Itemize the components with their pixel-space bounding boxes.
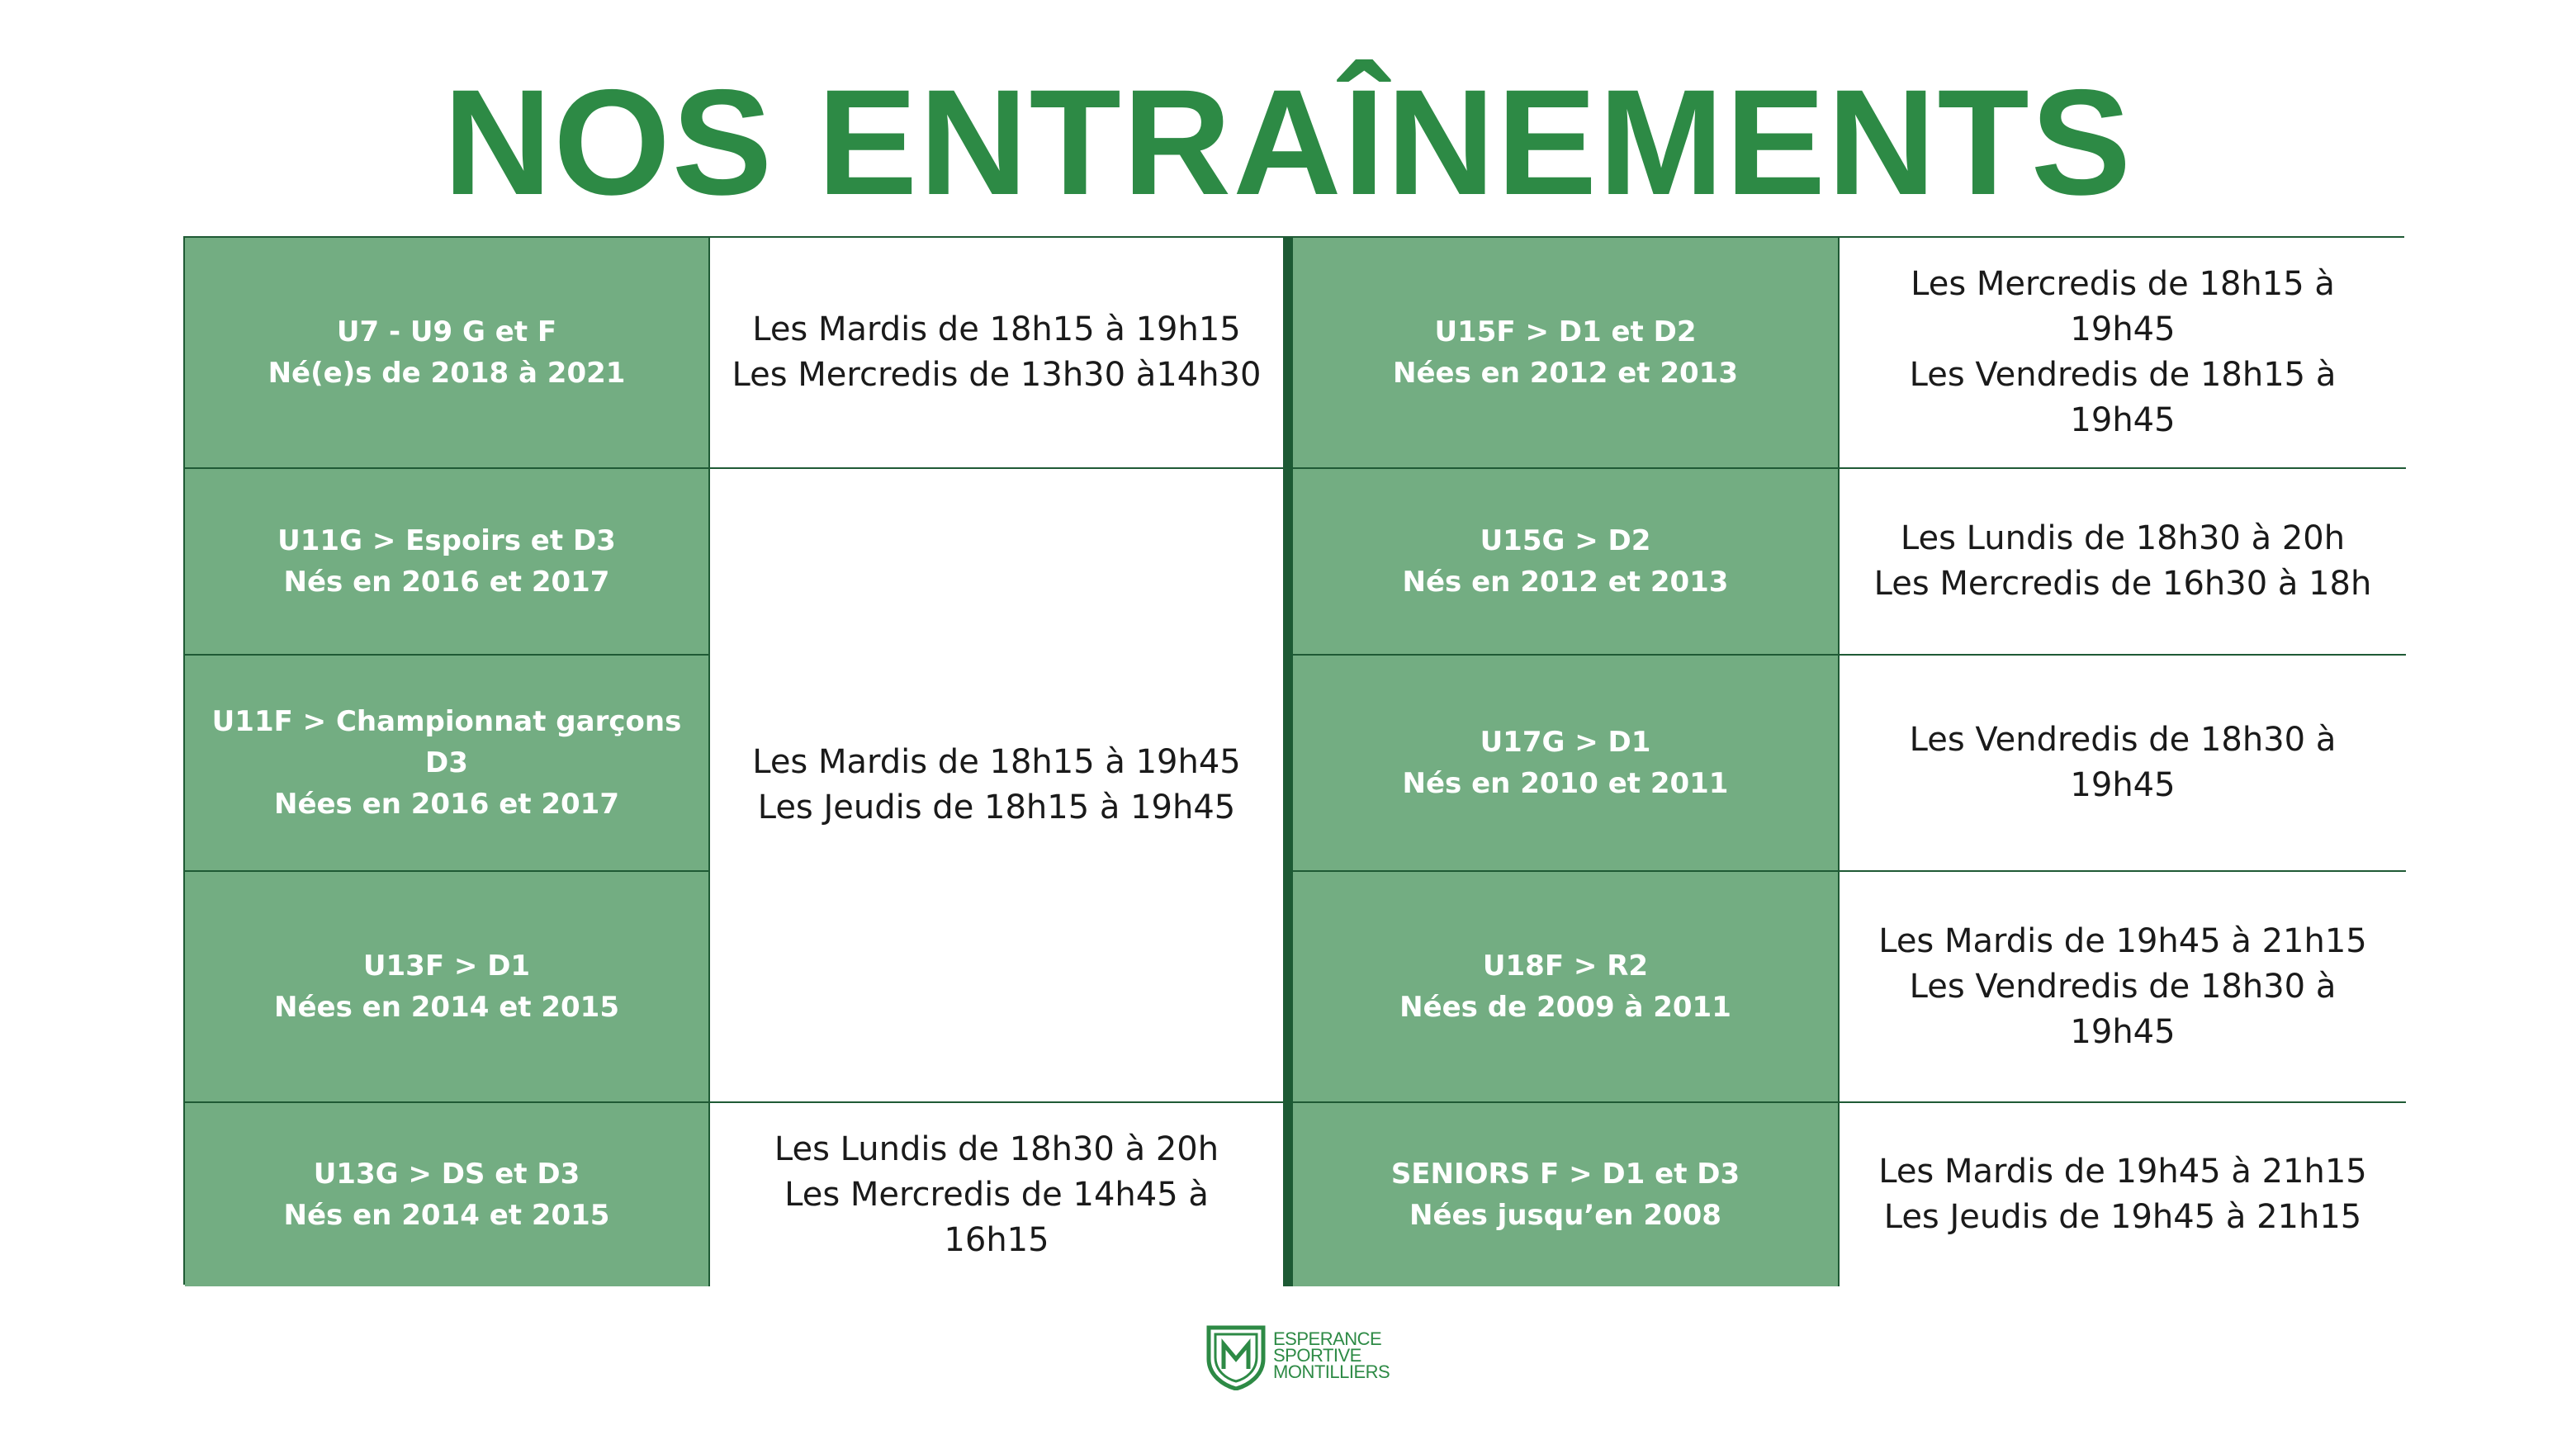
category-cell-u11f: U11F > Championnat garçons D3 Nées en 2016 et 2017 (185, 656, 710, 872)
category-cell-u17g: U17G > D1 Nés en 2010 et 2011 (1293, 656, 1840, 872)
club-logo (1205, 1321, 1390, 1390)
category-cell-u13f: U13F > D1 Nées en 2014 et 2015 (185, 872, 710, 1103)
schedule-cell-u18f: Les Mardis de 19h45 à 21h15 Les Vendredis de 18h30 à 19h45 (1840, 872, 2406, 1103)
category-cell-seniors-f: SENIORS F > D1 et D3 Nées jusqu’en 2008 (1293, 1103, 1840, 1286)
schedule-cell-u15f: Les Mercredis de 18h15 à 19h45 Les Vendredis de 18h15 à 19h45 (1840, 238, 2406, 469)
page-title: NOS ENTRAÎNEMENTS (443, 58, 2133, 226)
category-cell-u18f: U18F > R2 Nées de 2009 à 2011 (1293, 872, 1840, 1103)
club-shield-icon (1205, 1321, 1267, 1390)
category-cell-u15f: U15F > D1 et D2 Nées en 2012 et 2013 (1293, 238, 1840, 469)
category-cell-u13g: U13G > DS et D3 Nés en 2014 et 2015 (185, 1103, 710, 1286)
schedule-cell-u17g: Les Vendredis de 18h30 à 19h45 (1840, 656, 2406, 872)
training-schedule-table (183, 236, 2404, 1285)
schedule-cell-u13g: Les Lundis de 18h30 à 20h Les Mercredis de 14h45 à 16h15 (710, 1103, 1293, 1286)
club-name: ESPERANCE SPORTIVE MONTILLIERS (1273, 1328, 1390, 1382)
category-cell-u7-u9: U7 - U9 G et F Né(e)s de 2018 à 2021 (185, 238, 710, 469)
category-cell-u11g: U11G > Espoirs et D3 Nés en 2016 et 2017 (185, 469, 710, 656)
schedule-cell-u15g: Les Lundis de 18h30 à 20h Les Mercredis de 16h30 à 18h (1840, 469, 2406, 656)
schedule-cell-merged-u11-u13f: Les Mardis de 18h15 à 19h45 Les Jeudis de 18h15 à 19h45 (710, 469, 1293, 1103)
schedule-cell-seniors-f: Les Mardis de 19h45 à 21h15 Les Jeudis de 19h45 à 21h15 (1840, 1103, 2406, 1286)
category-cell-u15g: U15G > D2 Nés en 2012 et 2013 (1293, 469, 1840, 656)
schedule-cell-u7-u9: Les Mardis de 18h15 à 19h15 Les Mercredis de 13h30 à14h30 (710, 238, 1293, 469)
